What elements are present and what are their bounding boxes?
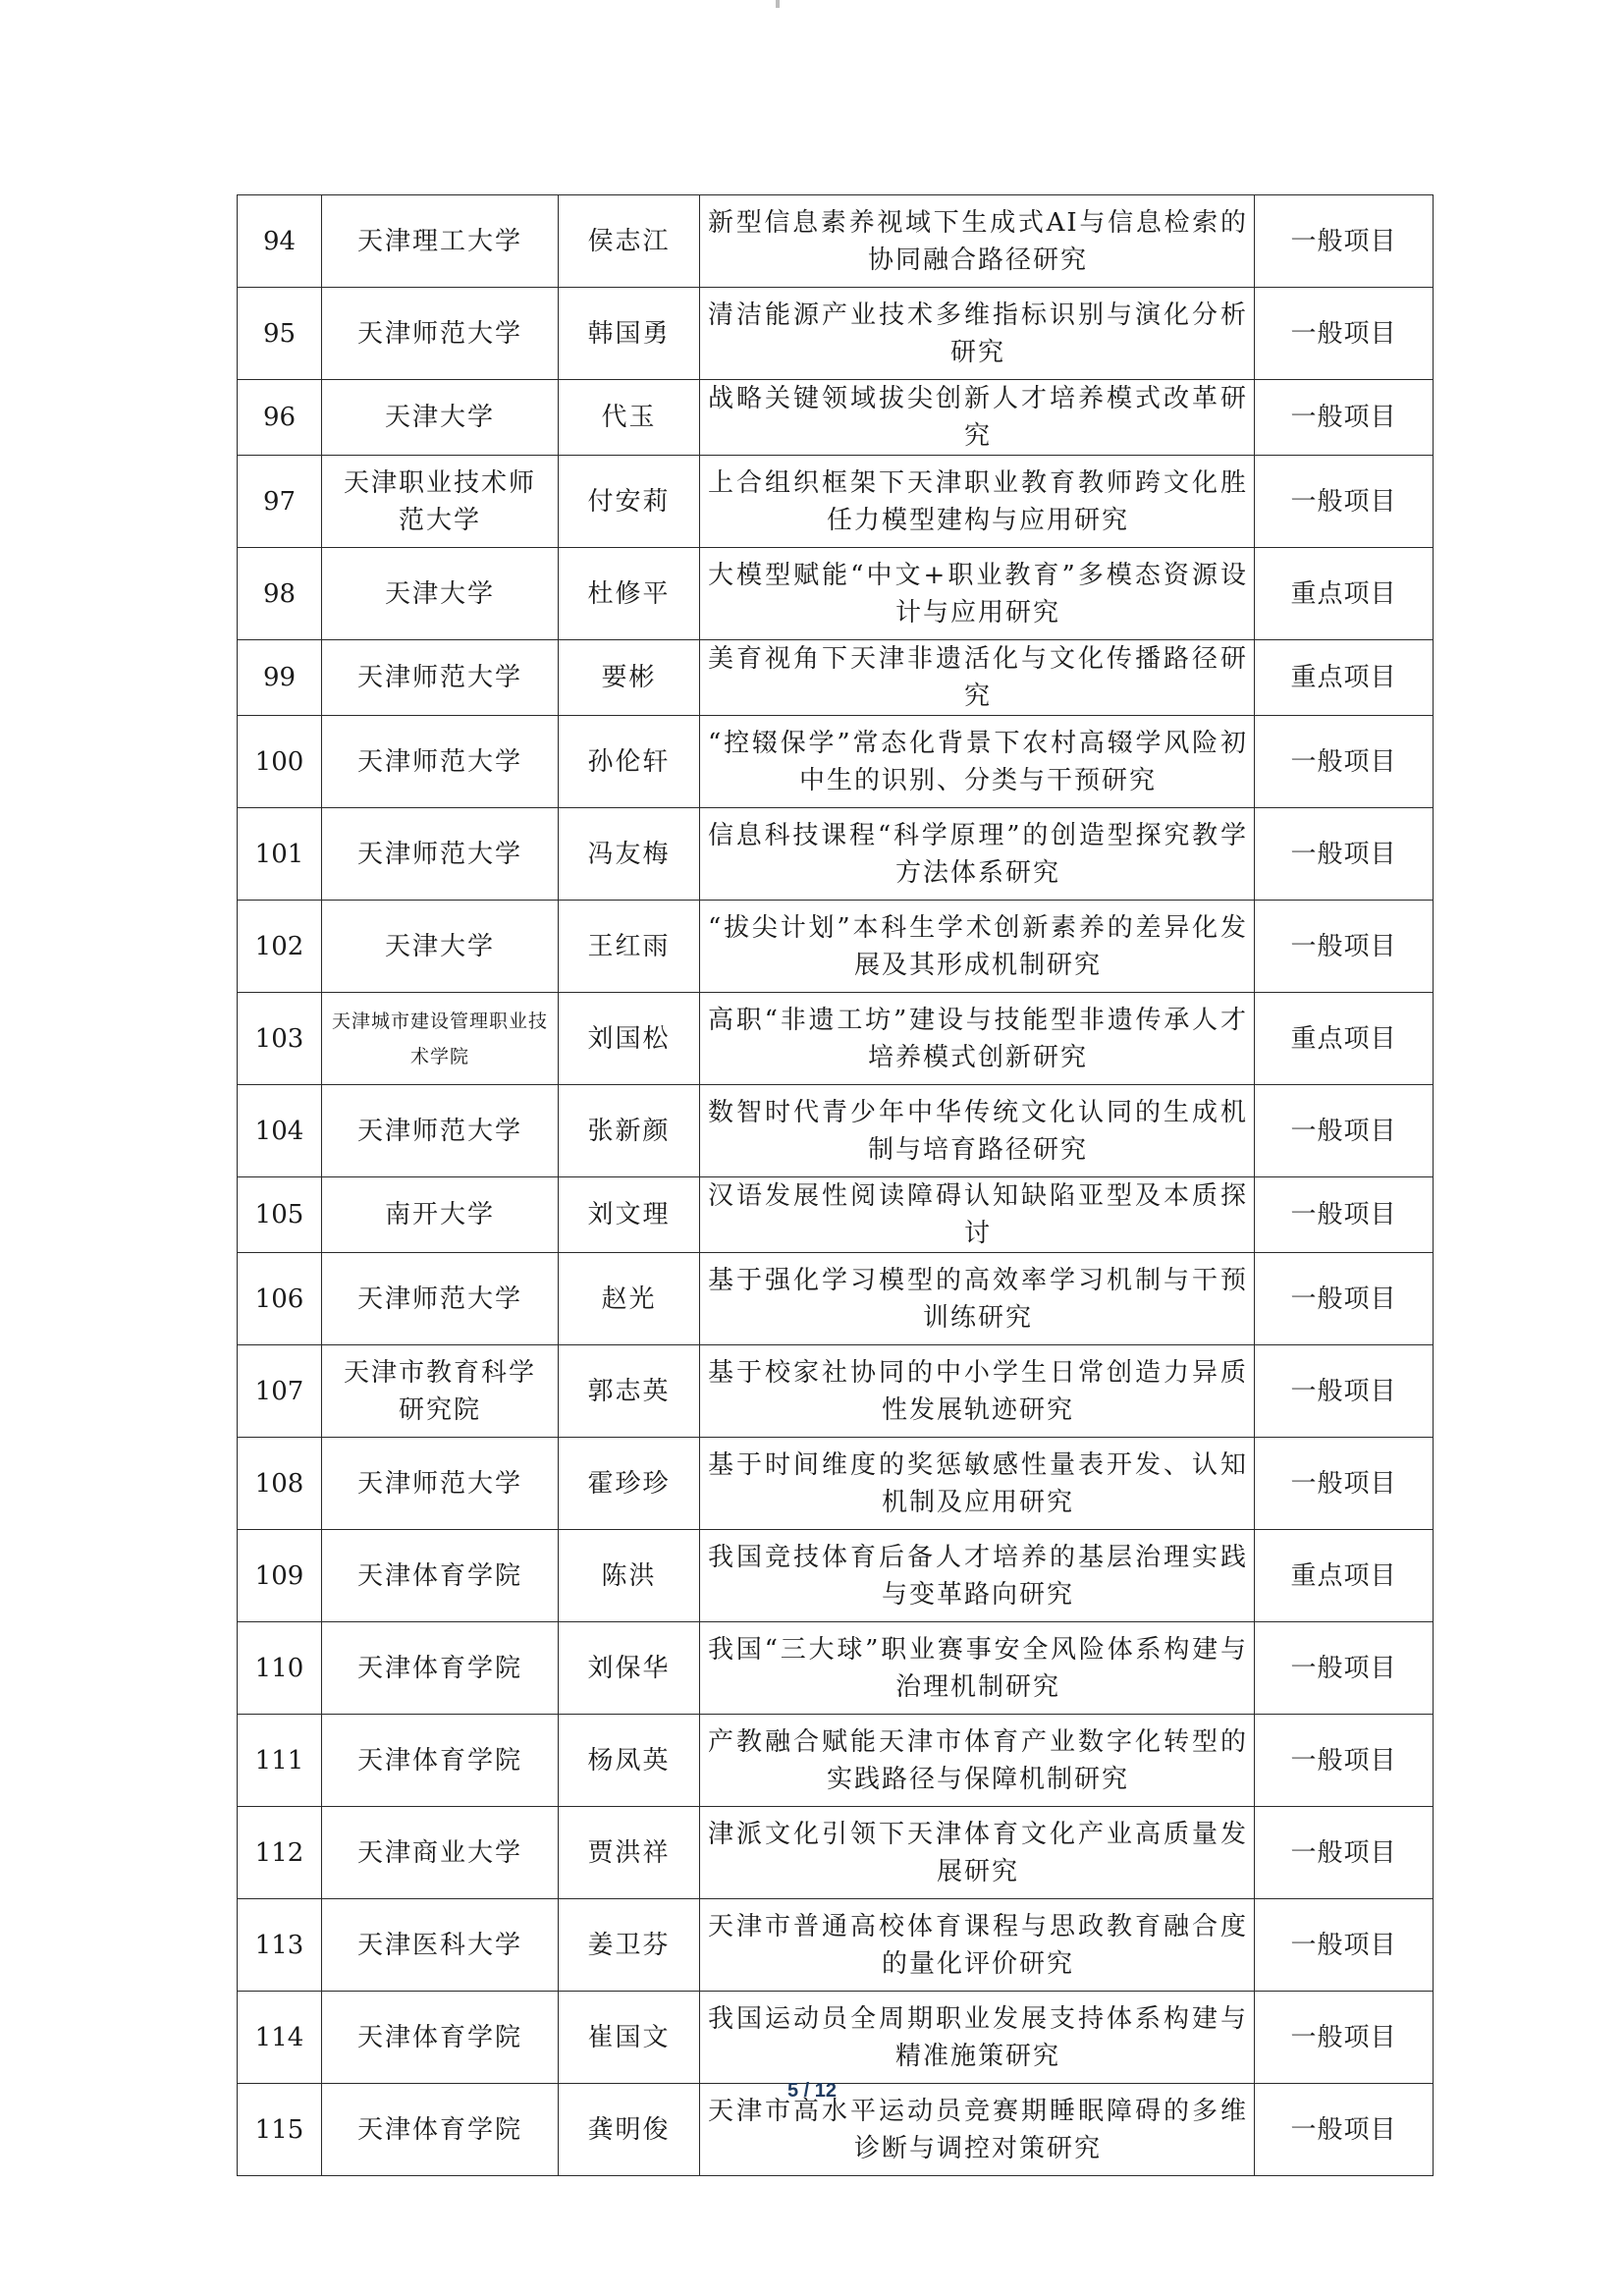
institution-cell: 天津师范大学 (322, 1085, 559, 1177)
project-type-cell: 一般项目 (1255, 1807, 1434, 1899)
table-row (238, 1530, 1434, 1622)
investigator-cell: 赵光 (559, 1253, 700, 1345)
project-title-cell: 天津市普通高校体育课程与思政教育融合度的量化评价研究 (700, 1899, 1255, 1992)
projects-table (237, 194, 1434, 2176)
investigator-cell: 崔国文 (559, 1992, 700, 2084)
table-row (238, 1899, 1434, 1992)
institution-cell: 天津师范大学 (322, 808, 559, 901)
table-row (238, 1345, 1434, 1438)
investigator-cell: 陈洪 (559, 1530, 700, 1622)
project-type-cell: 一般项目 (1255, 1992, 1434, 2084)
institution-cell: 天津医科大学 (322, 1899, 559, 1992)
row-number: 94 (238, 195, 322, 288)
table-row (238, 548, 1434, 640)
investigator-cell: 郭志英 (559, 1345, 700, 1438)
table-row (238, 1438, 1434, 1530)
table-row (238, 993, 1434, 1085)
project-title-cell: “控辍保学”常态化背景下农村高辍学风险初中生的识别、分类与干预研究 (700, 716, 1255, 808)
institution-cell: 天津体育学院 (322, 1715, 559, 1807)
project-title-cell: 数智时代青少年中华传统文化认同的生成机制与培育路径研究 (700, 1085, 1255, 1177)
project-type-cell: 一般项目 (1255, 1899, 1434, 1992)
project-title-cell: 基于强化学习模型的高效率学习机制与干预训练研究 (700, 1253, 1255, 1345)
table-row (238, 901, 1434, 993)
project-type-cell: 一般项目 (1255, 1622, 1434, 1715)
investigator-cell: 霍珍珍 (559, 1438, 700, 1530)
row-number: 96 (238, 380, 322, 456)
row-number: 108 (238, 1438, 322, 1530)
row-number: 109 (238, 1530, 322, 1622)
row-number: 105 (238, 1177, 322, 1253)
projects-table-container (237, 194, 1433, 2176)
table-row (238, 1085, 1434, 1177)
project-type-cell: 重点项目 (1255, 640, 1434, 716)
investigator-cell: 要彬 (559, 640, 700, 716)
project-type-cell: 一般项目 (1255, 901, 1434, 993)
table-row (238, 1622, 1434, 1715)
institution-cell: 天津师范大学 (322, 716, 559, 808)
project-title-cell: 大模型赋能“中文+职业教育”多模态资源设计与应用研究 (700, 548, 1255, 640)
investigator-cell: 张新颜 (559, 1085, 700, 1177)
project-type-cell: 一般项目 (1255, 2084, 1434, 2176)
table-row (238, 288, 1434, 380)
investigator-cell: 冯友梅 (559, 808, 700, 901)
project-type-cell: 一般项目 (1255, 288, 1434, 380)
institution-cell: 天津师范大学 (322, 640, 559, 716)
project-title-cell: 我国运动员全周期职业发展支持体系构建与精准施策研究 (700, 1992, 1255, 2084)
row-number: 111 (238, 1715, 322, 1807)
project-title-cell: 信息科技课程“科学原理”的创造型探究教学方法体系研究 (700, 808, 1255, 901)
table-row (238, 808, 1434, 901)
row-number: 114 (238, 1992, 322, 2084)
institution-cell: 天津市教育科学研究院 (322, 1345, 559, 1438)
institution-cell: 天津大学 (322, 901, 559, 993)
investigator-cell: 姜卫芬 (559, 1899, 700, 1992)
project-title-cell: 津派文化引领下天津体育文化产业高质量发展研究 (700, 1807, 1255, 1899)
row-number: 115 (238, 2084, 322, 2176)
row-number: 113 (238, 1899, 322, 1992)
row-number: 99 (238, 640, 322, 716)
row-number: 104 (238, 1085, 322, 1177)
investigator-cell: 刘保华 (559, 1622, 700, 1715)
project-type-cell: 一般项目 (1255, 716, 1434, 808)
investigator-cell: 付安莉 (559, 456, 700, 548)
institution-cell: 天津师范大学 (322, 288, 559, 380)
page-indicator: 5 / 12 (786, 2080, 838, 2102)
institution-cell: 天津理工大学 (322, 195, 559, 288)
table-row (238, 456, 1434, 548)
project-type-cell: 重点项目 (1255, 1530, 1434, 1622)
table-row (238, 1253, 1434, 1345)
project-type-cell: 重点项目 (1255, 548, 1434, 640)
projects-table-body (238, 195, 1434, 2176)
project-title-cell: 清洁能源产业技术多维指标识别与演化分析研究 (700, 288, 1255, 380)
project-title-cell: 高职“非遗工坊”建设与技能型非遗传承人才培养模式创新研究 (700, 993, 1255, 1085)
project-title-cell: 新型信息素养视域下生成式AI与信息检索的协同融合路径研究 (700, 195, 1255, 288)
investigator-cell: 刘国松 (559, 993, 700, 1085)
row-number: 97 (238, 456, 322, 548)
investigator-cell: 侯志江 (559, 195, 700, 288)
investigator-cell: 刘文理 (559, 1177, 700, 1253)
investigator-cell: 王红雨 (559, 901, 700, 993)
table-row (238, 1992, 1434, 2084)
institution-cell: 天津师范大学 (322, 1253, 559, 1345)
investigator-cell: 代玉 (559, 380, 700, 456)
table-row (238, 195, 1434, 288)
project-type-cell: 一般项目 (1255, 1438, 1434, 1530)
project-type-cell: 一般项目 (1255, 380, 1434, 456)
institution-cell: 南开大学 (322, 1177, 559, 1253)
project-title-cell: 产教融合赋能天津市体育产业数字化转型的实践路径与保障机制研究 (700, 1715, 1255, 1807)
project-title-cell: 基于校家社协同的中小学生日常创造力异质性发展轨迹研究 (700, 1345, 1255, 1438)
institution-cell: 天津大学 (322, 380, 559, 456)
row-number: 112 (238, 1807, 322, 1899)
project-type-cell: 一般项目 (1255, 808, 1434, 901)
project-type-cell: 一般项目 (1255, 456, 1434, 548)
project-type-cell: 一般项目 (1255, 1085, 1434, 1177)
institution-cell: 天津体育学院 (322, 1622, 559, 1715)
institution-cell: 天津体育学院 (322, 2084, 559, 2176)
project-type-cell: 一般项目 (1255, 195, 1434, 288)
scan-mark (776, 0, 780, 8)
investigator-cell: 杜修平 (559, 548, 700, 640)
project-type-cell: 一般项目 (1255, 1715, 1434, 1807)
table-row (238, 640, 1434, 716)
institution-cell: 天津职业技术师范大学 (322, 456, 559, 548)
project-type-cell: 一般项目 (1255, 1253, 1434, 1345)
project-type-cell: 一般项目 (1255, 1345, 1434, 1438)
institution-cell: 天津师范大学 (322, 1438, 559, 1530)
investigator-cell: 贾洪祥 (559, 1807, 700, 1899)
investigator-cell: 龚明俊 (559, 2084, 700, 2176)
project-title-cell: 汉语发展性阅读障碍认知缺陷亚型及本质探讨 (700, 1177, 1255, 1253)
project-title-cell: “拔尖计划”本科生学术创新素养的差异化发展及其形成机制研究 (700, 901, 1255, 993)
row-number: 100 (238, 716, 322, 808)
table-row (238, 380, 1434, 456)
row-number: 110 (238, 1622, 322, 1715)
table-row (238, 716, 1434, 808)
row-number: 102 (238, 901, 322, 993)
project-title-cell: 美育视角下天津非遗活化与文化传播路径研究 (700, 640, 1255, 716)
table-row (238, 1715, 1434, 1807)
project-type-cell: 一般项目 (1255, 1177, 1434, 1253)
row-number: 101 (238, 808, 322, 901)
table-row (238, 1177, 1434, 1253)
row-number: 98 (238, 548, 322, 640)
row-number: 95 (238, 288, 322, 380)
table-row (238, 1807, 1434, 1899)
project-title-cell: 基于时间维度的奖惩敏感性量表开发、认知机制及应用研究 (700, 1438, 1255, 1530)
row-number: 106 (238, 1253, 322, 1345)
project-title-cell: 我国“三大球”职业赛事安全风险体系构建与治理机制研究 (700, 1622, 1255, 1715)
institution-cell: 天津商业大学 (322, 1807, 559, 1899)
row-number: 103 (238, 993, 322, 1085)
investigator-cell: 韩国勇 (559, 288, 700, 380)
project-title-cell: 战略关键领域拔尖创新人才培养模式改革研究 (700, 380, 1255, 456)
institution-cell: 天津大学 (322, 548, 559, 640)
institution-cell: 天津体育学院 (322, 1992, 559, 2084)
investigator-cell: 孙伦轩 (559, 716, 700, 808)
row-number: 107 (238, 1345, 322, 1438)
institution-cell: 天津城市建设管理职业技术学院 (322, 993, 559, 1085)
project-type-cell: 重点项目 (1255, 993, 1434, 1085)
project-title-cell: 天津市高水平运动员竞赛期睡眠障碍的多维诊断与调控对策研究 (700, 2084, 1255, 2176)
project-title-cell: 我国竞技体育后备人才培养的基层治理实践与变革路向研究 (700, 1530, 1255, 1622)
institution-cell: 天津体育学院 (322, 1530, 559, 1622)
project-title-cell: 上合组织框架下天津职业教育教师跨文化胜任力模型建构与应用研究 (700, 456, 1255, 548)
investigator-cell: 杨凤英 (559, 1715, 700, 1807)
